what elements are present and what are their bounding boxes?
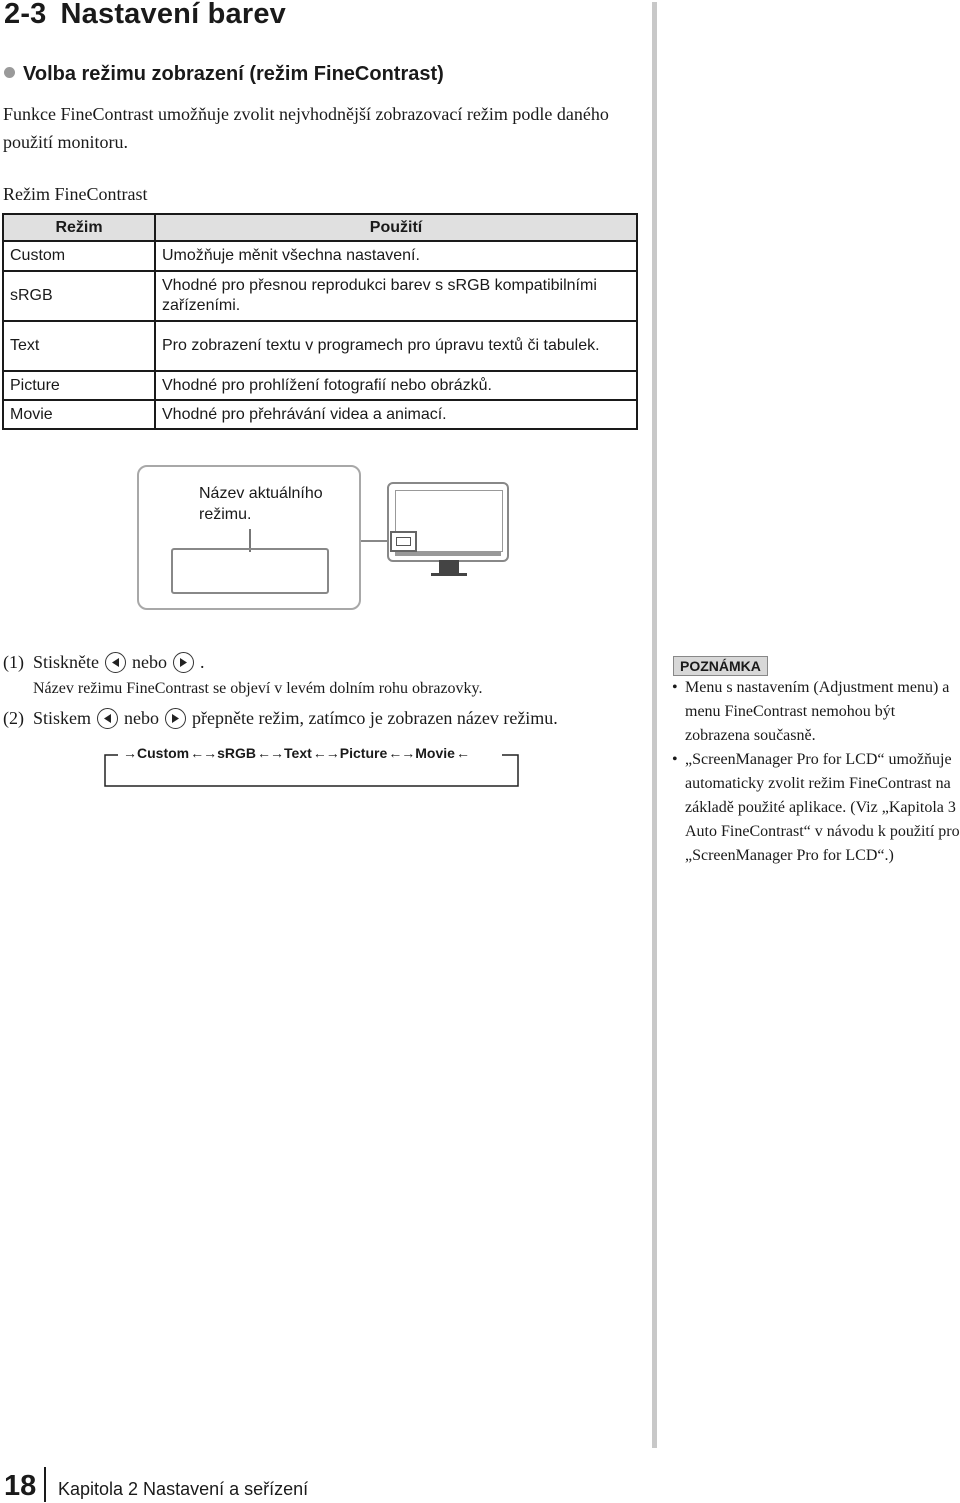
table-row bbox=[3, 321, 637, 371]
chapter-label: Kapitola 2 Nastavení a seřízení bbox=[58, 1479, 309, 1499]
double-arrow-icon: ←→ bbox=[312, 745, 339, 761]
double-arrow-icon: ←→ bbox=[388, 745, 415, 761]
cycle-item-movie: Movie bbox=[415, 745, 455, 761]
subheading-text: Volba režimu zobrazení (režim FineContrast) bbox=[23, 63, 444, 85]
step-1: (1) Stiskněte nebo . bbox=[3, 652, 205, 672]
mode-cycle-diagram bbox=[104, 744, 520, 788]
mode-cell: Text bbox=[3, 321, 155, 371]
double-arrow-icon: ←→ bbox=[190, 745, 217, 761]
header-mode: Režim bbox=[3, 214, 155, 241]
bullet-icon bbox=[4, 67, 15, 78]
arrow-left-icon: ← bbox=[455, 745, 469, 761]
callout-zoom-box bbox=[171, 548, 329, 594]
callout-connector-line bbox=[361, 540, 389, 542]
usage-cell: Vhodné pro přehrávání videa a animací. bbox=[155, 400, 637, 429]
note-label: POZNÁMKA bbox=[673, 656, 768, 676]
table-row bbox=[3, 371, 637, 400]
monitor-illustration bbox=[387, 482, 509, 562]
right-arrow-button-icon bbox=[173, 652, 194, 673]
usage-cell: Vhodné pro přesnou reprodukci barev s sRGB kompatibilními zařízeními. bbox=[155, 271, 637, 321]
table-header-row bbox=[3, 214, 637, 241]
monitor-mode-label bbox=[390, 531, 417, 552]
cycle-item-srgb: sRGB bbox=[217, 745, 257, 761]
step-2: (2) Stiskem nebo přepněte režim, zatímco je zobrazen název režimu. bbox=[3, 708, 558, 728]
section-title-text: Nastavení barev bbox=[60, 0, 286, 30]
usage-cell: Vhodné pro prohlížení fotografií nebo obrázků. bbox=[155, 371, 637, 400]
page-number: 18 bbox=[4, 1470, 37, 1502]
left-arrow-button-icon bbox=[97, 708, 118, 729]
table-row bbox=[3, 271, 637, 321]
mode-cell: sRGB bbox=[3, 271, 155, 321]
mode-cell: Picture bbox=[3, 371, 155, 400]
arrow-right-icon: → bbox=[123, 745, 136, 761]
cycle-items bbox=[122, 745, 470, 761]
usage-cell: Pro zobrazení textu v programech pro úpravu textů či tabulek. bbox=[155, 321, 637, 371]
table-row bbox=[3, 241, 637, 271]
subheading bbox=[4, 63, 444, 86]
callout-text: Název aktuálního režimu. bbox=[199, 485, 323, 523]
double-arrow-icon: ←→ bbox=[257, 745, 284, 761]
note-item: • Menu s nastavením (Adjustment menu) a menu FineContrast nemohou být zobrazena současně. bbox=[672, 676, 960, 748]
column-divider bbox=[652, 2, 657, 1448]
step-number: (2) bbox=[3, 708, 24, 728]
table-row bbox=[3, 400, 637, 429]
cycle-item-picture: Picture bbox=[339, 745, 388, 761]
cycle-item-text: Text bbox=[284, 745, 312, 761]
section-number: 2-3 bbox=[4, 0, 47, 30]
mode-name-callout bbox=[137, 465, 361, 610]
table-caption: Režim FineContrast bbox=[3, 184, 148, 204]
step-1-note: Název režimu FineContrast se objeví v levém dolním rohu obrazovky. bbox=[33, 680, 483, 697]
mode-cell: Custom bbox=[3, 241, 155, 271]
cycle-item-custom: Custom bbox=[137, 745, 190, 761]
note-list bbox=[672, 676, 960, 868]
footer-separator bbox=[44, 1467, 46, 1502]
note-item: • „ScreenManager Pro for LCD“ umožňuje automaticky zvolit režim FineContrast na základě použité aplikace. (Viz „Kapitola 3 Auto FineContrast“ v návodu k použití pro „ScreenManager Pro for LCD“.) bbox=[672, 748, 960, 868]
mode-table bbox=[2, 213, 638, 430]
step-number: (1) bbox=[3, 652, 24, 672]
monitor-base bbox=[431, 573, 467, 576]
section-title bbox=[4, 0, 286, 31]
right-arrow-button-icon bbox=[165, 708, 186, 729]
usage-cell: Umožňuje měnit všechna nastavení. bbox=[155, 241, 637, 271]
intro-paragraph: Funkce FineContrast umožňuje zvolit nejvhodnější zobrazovací režim podle daného použití monitoru. bbox=[3, 104, 609, 152]
mode-cell: Movie bbox=[3, 400, 155, 429]
header-usage: Použití bbox=[155, 214, 637, 241]
left-arrow-button-icon bbox=[105, 652, 126, 673]
